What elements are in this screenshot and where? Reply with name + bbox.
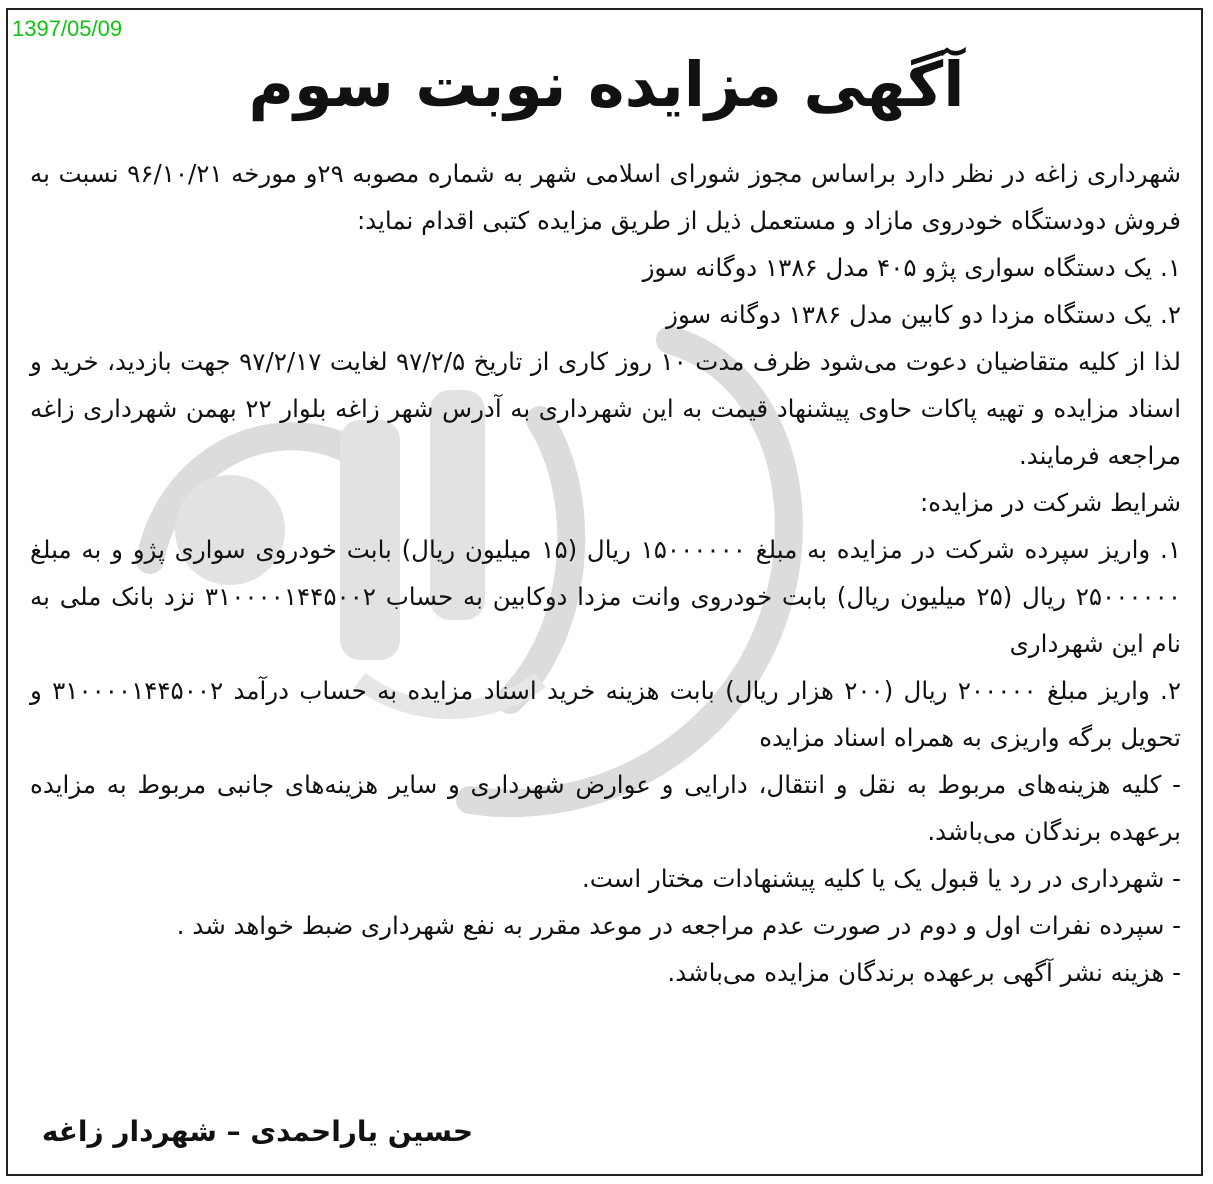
intro-paragraph: شهرداری زاغه در نظر دارد براساس مجوز شورای اسلامی شهر به شماره مصوبه ۲۹و مورخه ۹۶/۱۰/۲۱ نسبت به فروش دودستگاه خودروی مازاد و مستعمل ذیل از طریق مزایده کتبی اقدام نماید:	[30, 159, 1182, 235]
note-deposit: - سپرده نفرات اول و دوم در صورت عدم مراجعه در موعد مقرر به نفع شهرداری ضبط خواهد شد .	[176, 911, 1181, 940]
item-1: ۱. یک دستگاه سواری پژو ۴۰۵ مدل ۱۳۸۶ دوگانه سوز	[642, 253, 1181, 282]
page-title: آگهی مزایده نوبت سوم	[248, 48, 965, 121]
note-rights: - شهرداری در رد یا قبول یک یا کلیه پیشنهادات مختار است.	[581, 864, 1181, 893]
condition-1: ۱. واریز سپرده شرکت در مزایده به مبلغ ۱۵۰۰۰۰۰۰ ریال (۱۵ میلیون ریال) بابت خودروی سواری پژو و به مبلغ ۲۵۰۰۰۰۰۰ ریال (۲۵ میلیون ریال) بابت خودروی وانت مزدا دوکابین به حساب ۳۱۰۰۰۰۱۴۴۵۰۰۲ نزد بانک ملی به نام این شهرداری	[30, 535, 1181, 658]
signature: حسین یاراحمدی – شهردار زاغه	[41, 1115, 473, 1148]
invitation-paragraph: لذا از کلیه متقاضیان دعوت می‌شود ظرف مدت ۱۰ روز کاری از تاریخ ۹۷/۲/۵ لغایت ۹۷/۲/۱۷ جهت بازدید، خرید و اسناد مزایده و تهیه پاکات حاوی پیشنهاد قیمت به این شهرداری به آدرس شهر زاغه بلوار ۲۲ بهمن شهرداری زاغه مراجعه فرمایند.	[30, 347, 1182, 470]
date-stamp: 1397/05/09	[12, 16, 123, 41]
condition-2: ۲. واریز مبلغ ۲۰۰۰۰۰ ریال (۲۰۰ هزار ریال) بابت هزینه خرید اسناد مزایده به حساب درآمد ۳۱۰۰۰۰۱۴۴۵۰۰۲ و تحویل برگه واریزی به همراه اسناد مزایده	[30, 676, 1182, 752]
item-2: ۲. یک دستگاه مزدا دو کابین مدل ۱۳۸۶ دوگانه سوز	[666, 300, 1181, 329]
note-publication: - هزینه نشر آگهی برعهده برندگان مزایده می‌باشد.	[667, 958, 1181, 987]
notice-body	[30, 150, 1181, 996]
note-costs: - کلیه هزینه‌های مربوط به نقل و انتقال، دارایی و عوارض شهرداری و سایر هزینه‌های جانبی مربوط به مزایده برعهده برندگان می‌باشد.	[30, 770, 1181, 846]
conditions-heading: شرایط شرکت در مزایده:	[919, 488, 1181, 517]
